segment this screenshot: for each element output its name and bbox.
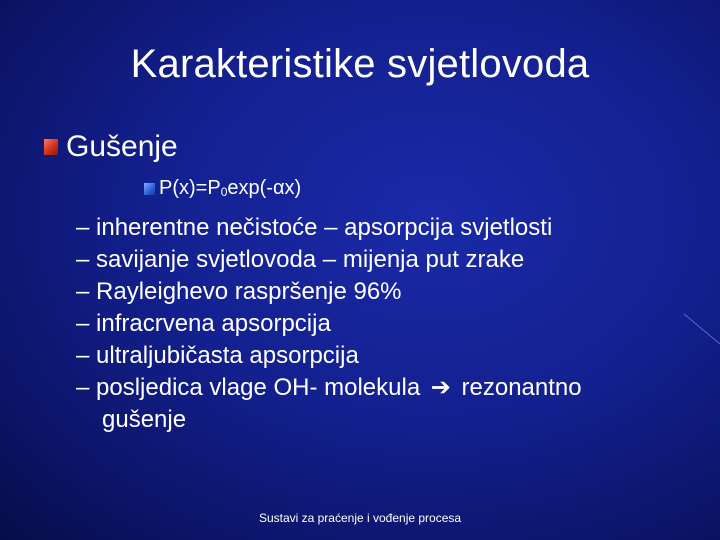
slide-footer: Sustavi za praćenje i vođenje procesa <box>258 511 462 525</box>
dash-item-continuation: gušenje <box>102 406 187 433</box>
red-square-bullet-icon <box>44 139 58 155</box>
dash-list <box>76 212 696 436</box>
bullet-level1-text: Gušenje <box>66 130 178 163</box>
dash-item: – infracrvena apsorpcija <box>76 310 331 337</box>
blue-square-bullet-icon <box>144 183 155 195</box>
right-arrow-icon: ➔ <box>430 374 451 401</box>
formula-subscript: 0 <box>220 185 228 199</box>
formula <box>159 177 301 200</box>
formula-part1: P(x)=P <box>159 177 221 199</box>
slide-title: Karakteristike svjetlovoda <box>130 42 590 86</box>
dash-item: – ultraljubičasta apsorpcija <box>76 342 359 369</box>
formula-part2: exp(-αx) <box>227 177 302 199</box>
dash-item-last-before: – posljedica vlage OH- molekula <box>76 374 421 401</box>
decorative-streak <box>680 310 720 350</box>
bullet-level1 <box>44 130 178 164</box>
bullet-level2-formula <box>144 177 301 200</box>
dash-item: – savijanje svjetlovoda – mijenja put zrake <box>76 246 525 273</box>
dash-item-last <box>76 372 696 404</box>
dash-item-last-after: rezonantno <box>461 374 582 401</box>
dash-item: – inherentne nečistoće – apsorpcija svjetlosti <box>76 214 553 241</box>
dash-item: – Rayleighevo raspršenje 96% <box>76 278 402 305</box>
